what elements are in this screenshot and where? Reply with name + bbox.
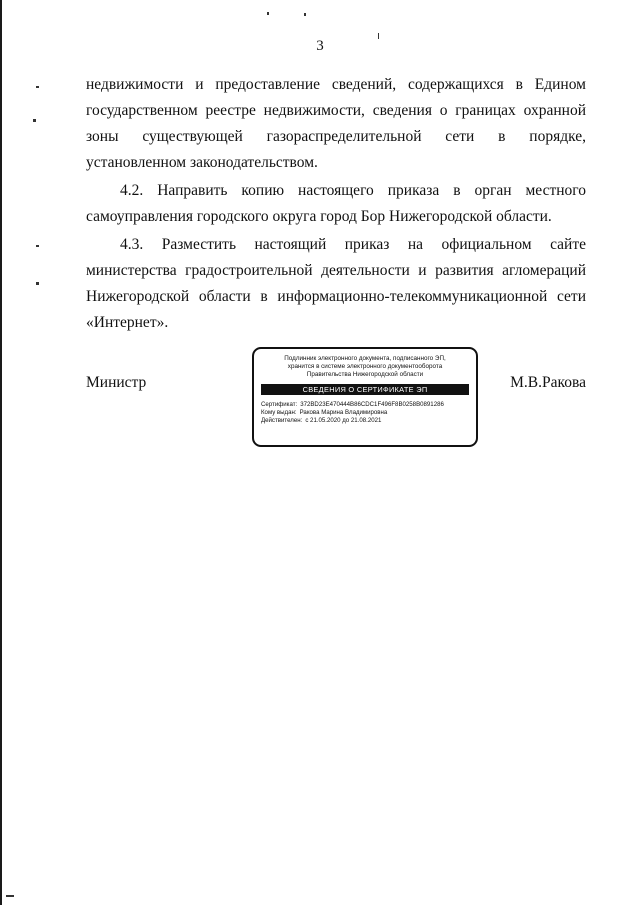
paragraph-4-3: 4.3. Разместить настоящий приказ на официальном сайте министерства градостроительной деятельности и развития агломераций Нижегородской области в информационно-телекоммуникационной сети «Интернет». [86, 236, 586, 331]
scan-speck [33, 119, 36, 122]
paragraph-continuation: недвижимости и предоставление сведений, содержащихся в Едином государственном реестре недвижимости, сведения о границах охранной зоны существующей газораспределительной сети в порядке, установленном законодательством. [86, 76, 586, 171]
signatory-name: М.В.Ракова [510, 374, 586, 391]
stamp-header-line: Правительства Нижегородской области [306, 371, 424, 379]
scan-speck [36, 86, 39, 88]
stamp-header [261, 355, 469, 380]
scan-speck [6, 895, 14, 897]
stamp-certificate-row [261, 401, 469, 409]
stamp-valid-label: Действителен: [261, 417, 303, 425]
stamp-issued-to-value: Ракова Марина Владимировна [299, 408, 388, 416]
scan-speck [304, 13, 306, 16]
stamp-certificate-label: Сертификат: [261, 400, 298, 408]
signatory-title: Министр [86, 374, 147, 391]
stamp-valid-row [261, 417, 469, 425]
document-body [86, 72, 586, 338]
scan-speck [267, 12, 269, 15]
page-left-edge [0, 0, 2, 905]
stamp-header-line: хранится в системе электронного документооборота [287, 363, 443, 371]
stamp-issued-to-row [261, 409, 469, 417]
stamp-certificate-value: 372BD23E470444B86CDC1F496F8B0258B0891286 [300, 400, 444, 408]
scan-speck [36, 245, 39, 247]
scan-speck [36, 282, 39, 285]
stamp-header-line: Подлинник электронного документа, подписанного ЭП, [284, 355, 446, 362]
electronic-signature-stamp [252, 347, 478, 447]
page-number: 3 [316, 38, 324, 54]
stamp-issued-to-label: Кому выдан: [261, 408, 297, 416]
stamp-banner: СВЕДЕНИЯ О СЕРТИФИКАТЕ ЭП [261, 384, 469, 395]
paragraph-4-2: 4.2. Направить копию настоящего приказа в орган местного самоуправления городского округа город Бор Нижегородской области. [86, 182, 586, 225]
stamp-valid-value: с 21.05.2020 до 21.08.2021 [305, 417, 382, 425]
